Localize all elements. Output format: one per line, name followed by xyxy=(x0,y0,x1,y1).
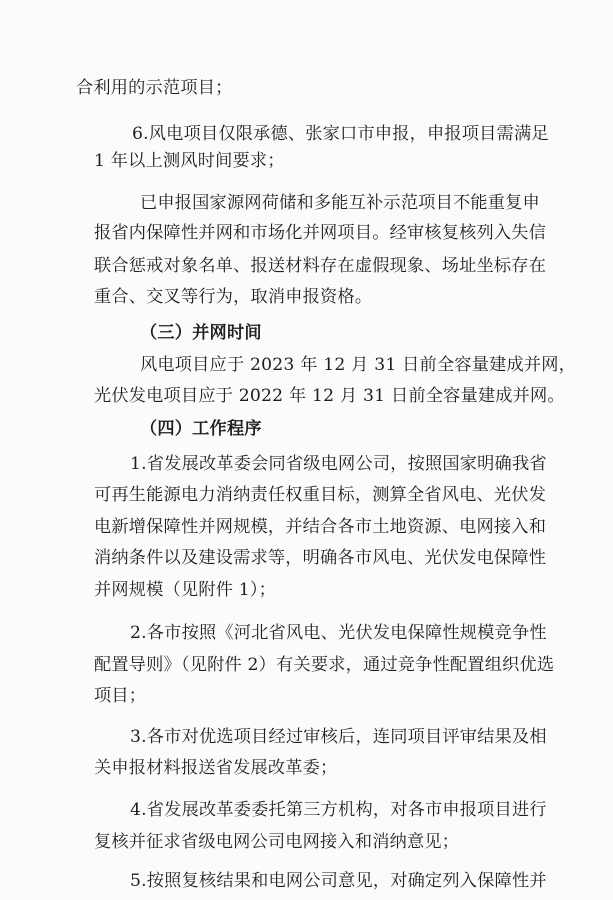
text-line: 3.各市对优选项目经过审核后，连同项目评审结果及相 xyxy=(130,727,547,747)
text-line: 报省内保障性并网和市场化并网项目。经审核复核列入失信 xyxy=(94,223,547,243)
text-line: 已申报国家源网荷储和多能互补示范项目不能重复申 xyxy=(140,193,540,213)
text-line: 5.按照复核结果和电网公司意见，对确定列入保障性并 xyxy=(130,871,547,891)
text-line: 关申报材料报送省发展改革委； xyxy=(94,758,338,778)
text-line: 联合惩戒对象名单、报送材料存在虚假现象、场址坐标存在 xyxy=(94,256,547,276)
section-heading: （四）工作程序 xyxy=(140,419,262,439)
text-line: 重合、交叉等行为，取消申报资格。 xyxy=(94,287,373,307)
text-line: 光伏发电项目应于 2022 年 12 月 31 日前全容量建成并网。 xyxy=(94,386,565,406)
text-line: 2.各市按照《河北省风电、光伏发电保障性规模竞争性 xyxy=(130,623,547,643)
text-line: 1.省发展改革委会同省级电网公司，按照国家明确我省 xyxy=(130,454,547,474)
text-line: 4.省发展改革委委托第三方机构，对各市申报项目进行 xyxy=(130,800,547,820)
section-heading: （三）并网时间 xyxy=(140,323,262,343)
text-line: 项目； xyxy=(94,686,147,706)
text-line: 复核并征求省级电网公司电网接入和消纳意见； xyxy=(94,832,460,852)
text-line: 1 年以上测风时间要求； xyxy=(94,151,285,171)
text-line: 6.风电项目仅限承德、张家口市申报，申报项目需满足 xyxy=(132,124,549,144)
text-line: 风电项目应于 2023 年 12 月 31 日前全容量建成并网， xyxy=(140,355,577,375)
text-line: 可再生能源电力消纳责任权重目标，测算全省风电、光伏发 xyxy=(94,485,547,505)
text-line: 并网规模（见附件 1）； xyxy=(94,580,277,600)
text-line: 合利用的示范项目； xyxy=(76,78,233,98)
text-line: 电新增保障性并网规模，并结合各市土地资源、电网接入和 xyxy=(94,517,547,537)
text-line: 配置导则》（见附件 2）有关要求，通过竞争性配置组织优选 xyxy=(94,655,555,675)
text-line: 消纳条件以及建设需求等，明确各市风电、光伏发电保障性 xyxy=(94,548,547,568)
